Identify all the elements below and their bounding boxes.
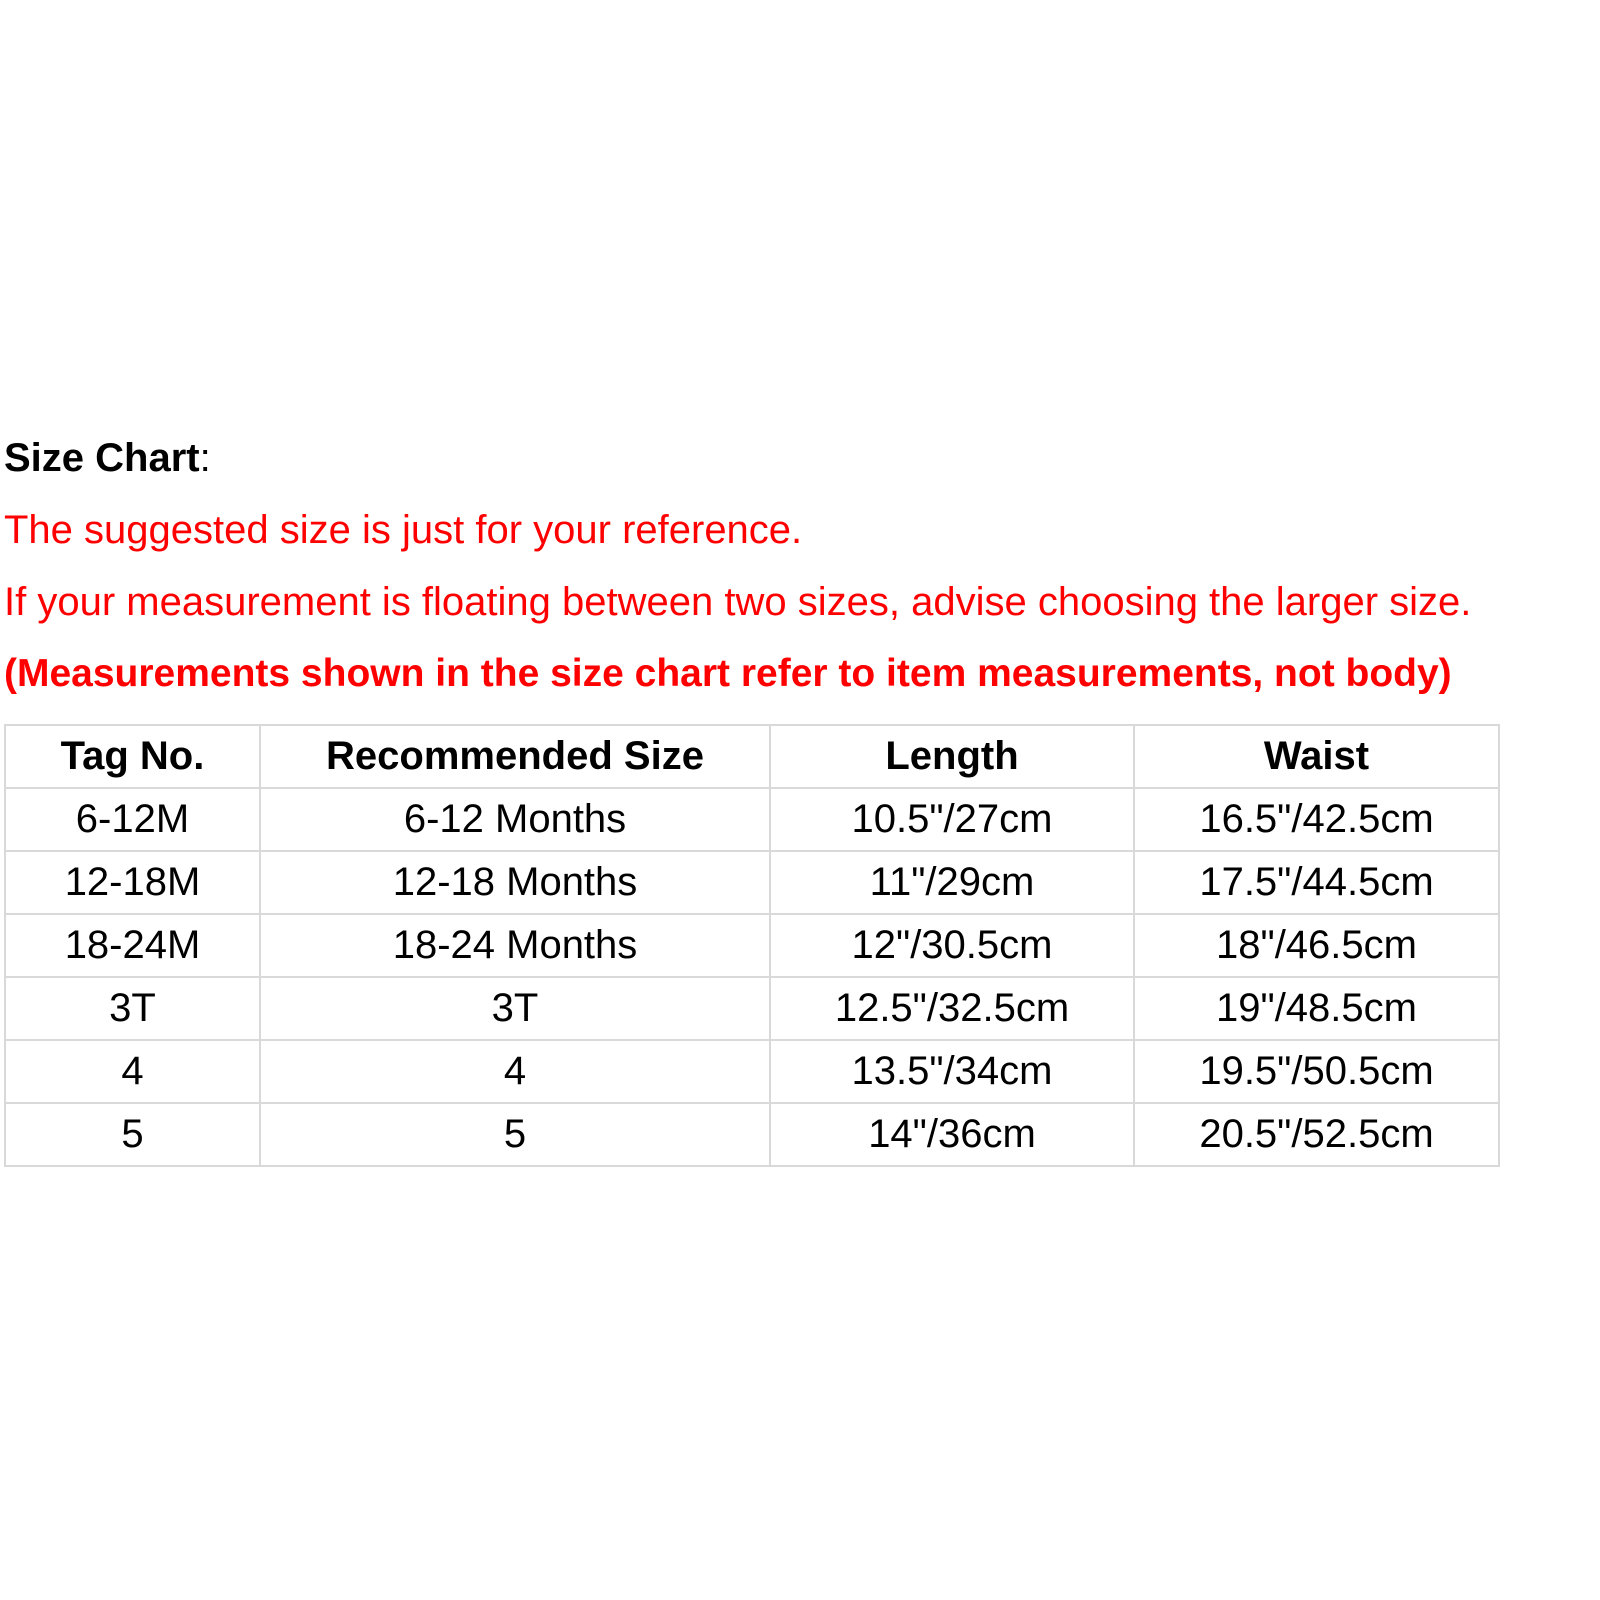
reference-note: The suggested size is just for your reference. [4,508,803,552]
cell-tag-no: 6-12M [5,788,260,851]
cell-waist: 18"/46.5cm [1134,914,1499,977]
title-colon: : [199,436,211,480]
cell-recommended-size: 6-12 Months [260,788,770,851]
table-header-row [5,725,1499,788]
header-recommended-size: Recommended Size [260,725,770,788]
cell-waist: 16.5"/42.5cm [1134,788,1499,851]
sizing-advice-note: If your measurement is floating between two sizes, advise choosing the larger size. [4,580,1472,624]
size-table [4,724,1500,1167]
page-title [4,434,211,482]
cell-length: 11"/29cm [770,851,1134,914]
cell-recommended-size: 3T [260,977,770,1040]
cell-tag-no: 4 [5,1040,260,1103]
header-waist: Waist [1134,725,1499,788]
header-length: Length [770,725,1134,788]
cell-tag-no: 12-18M [5,851,260,914]
size-chart-title: Size Chart [4,436,200,480]
cell-length: 10.5"/27cm [770,788,1134,851]
cell-recommended-size: 4 [260,1040,770,1103]
table-row [5,977,1499,1040]
cell-length: 14"/36cm [770,1103,1134,1166]
measurement-disclaimer: (Measurements shown in the size chart refer to item measurements, not body) [4,652,1452,695]
cell-tag-no: 5 [5,1103,260,1166]
cell-length: 12"/30.5cm [770,914,1134,977]
table-row [5,788,1499,851]
header-tag-no: Tag No. [5,725,260,788]
cell-length: 13.5"/34cm [770,1040,1134,1103]
cell-waist: 20.5"/52.5cm [1134,1103,1499,1166]
cell-waist: 17.5"/44.5cm [1134,851,1499,914]
table-row [5,1103,1499,1166]
cell-recommended-size: 12-18 Months [260,851,770,914]
cell-tag-no: 3T [5,977,260,1040]
cell-length: 12.5"/32.5cm [770,977,1134,1040]
table-row [5,914,1499,977]
cell-recommended-size: 5 [260,1103,770,1166]
cell-recommended-size: 18-24 Months [260,914,770,977]
cell-waist: 19.5"/50.5cm [1134,1040,1499,1103]
table-row [5,851,1499,914]
cell-waist: 19"/48.5cm [1134,977,1499,1040]
cell-tag-no: 18-24M [5,914,260,977]
table-row [5,1040,1499,1103]
